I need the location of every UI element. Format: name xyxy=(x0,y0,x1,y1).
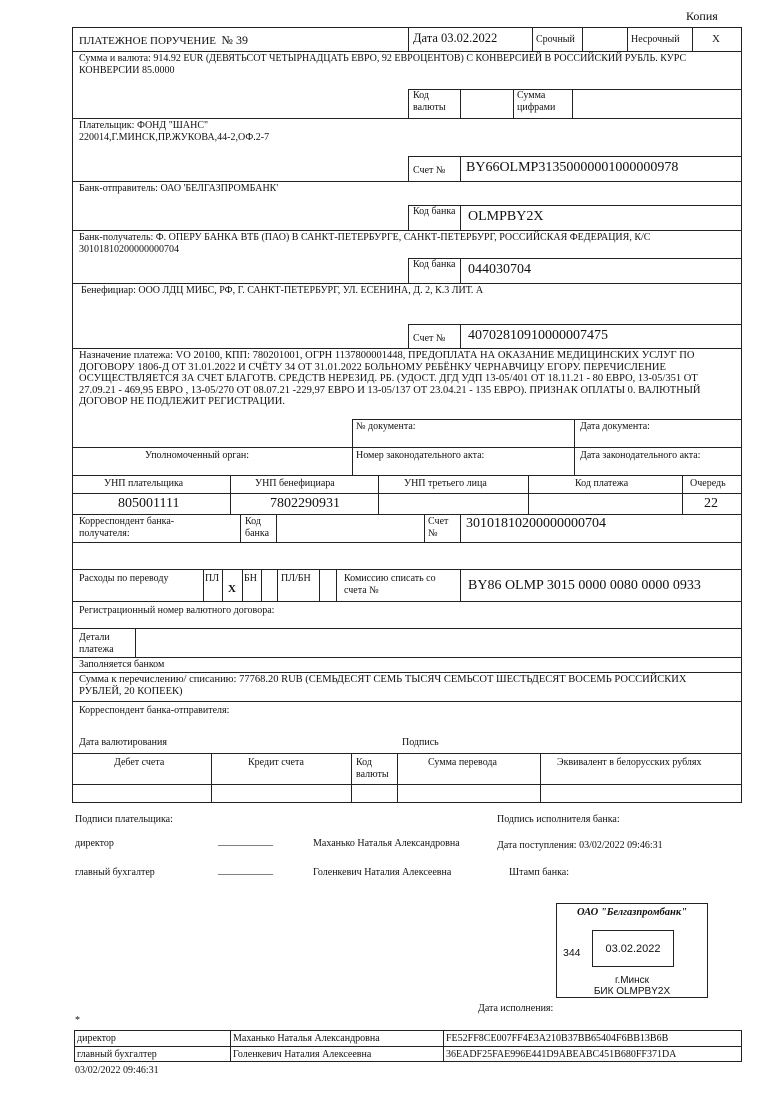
payer-account-label: Счет № xyxy=(413,165,446,176)
bank-stamp-label: Штамп банка: xyxy=(509,867,569,878)
sender-bank-code-label: Код банка xyxy=(413,206,456,217)
payer-unp: 805001111 xyxy=(118,496,180,511)
ecp-row-1-name: Маханько Наталья Александровна xyxy=(233,1033,380,1044)
bank-fills-label: Заполняется банком xyxy=(79,659,165,670)
accountant-signature-line: ___________ xyxy=(218,865,273,876)
queue-value: 22 xyxy=(704,496,718,511)
nonurgent-mark: X xyxy=(712,33,720,45)
receiver-bank: Банк-получатель: Ф. ОПЕРУ БАНКА ВТБ (ПАО) В САНКТ-ПЕТЕРБУРГЕ, САНКТ-ПЕТЕРБУРГ, РОССИЙСКАЯ ФЕДЕРАЦИЯ, К/С 30101810200000000704 xyxy=(79,232,651,255)
law-number-label: Номер законодательного акта: xyxy=(356,450,485,461)
payer-address: 220014,Г.МИНСК,ПР.ЖУКОВА,44-2,ОФ.2-7 xyxy=(79,132,270,143)
third-party-unp-label: УНП третьего лица xyxy=(404,478,487,489)
beneficiary-account: 40702810910000007475 xyxy=(468,328,608,343)
sender-correspondent-label: Корреспондент банка-отправителя: xyxy=(79,705,230,716)
doc-date-label: Дата документа: xyxy=(580,421,650,432)
expenses-pl-label: ПЛ xyxy=(205,573,220,584)
value-date-label: Дата валютирования xyxy=(79,737,167,748)
correspondent-code-label: Код банка xyxy=(245,516,270,539)
ecp-row-2-hash: 36EADF25FAE996E441D9ABEABC451B680FF371DA xyxy=(446,1049,677,1060)
footer-timestamp: 03/02/2022 09:46:31 xyxy=(75,1065,159,1076)
contract-reg-number-label: Регистрационный номер валютного договора: xyxy=(79,605,275,616)
director-signature-line: ___________ xyxy=(218,836,273,847)
ecp-row-2-name: Голенкевич Наталия Алексеевна xyxy=(233,1049,372,1060)
debit-account-header: Дебет счета xyxy=(114,757,165,768)
commission-account: BY86 OLMP 3015 0000 0080 0000 0933 xyxy=(468,578,701,593)
stamp-date: 03.02.2022 xyxy=(605,943,661,955)
transfer-amount: Сумма к перечислению/ списанию: 77768.20 RUB (СЕМЬДЕСЯТ СЕМЬ ТЫСЯЧ СЕМЬСОТ ШЕСТЬДЕСЯТ ВОСЕМЬ РОССИЙСКИХ РУБЛЕЙ, 20 КОПЕЕК) xyxy=(79,674,687,697)
sender-bank-code: OLMPBY2X xyxy=(468,209,544,224)
payer-unp-label: УНП плательщика xyxy=(104,478,184,489)
payment-purpose: Назначение платежа: VO 20100, КПП: 780201001, ОГРН 1137800001448, ПРЕДОПЛАТА НА ОКАЗАНИЕ МЕДИЦИНСКИХ УСЛУГ ПО ДОГОВОРУ 1806-Д ОТ 31.01.2022 И СЧЁТУ 34 ОТ 31.01.2022 БОЛЬНОМУ РЕБЁНКУ ЧЕРНАВЧИЦУ ЕГОРУ. ПЕРЕЧИСЛЕНИЕ ОСУЩЕСТВЛЯЕТСЯ ЗА СЧЕТ БЛАГОТВ. СРЕДСТВ НЕРЕЗИД. РБ. (УДОСТ. ДГД УДП 13-05/401 ОТ 18.11.21 - 80 ЕВРО, 13-05/351 ОТ 27.09.21 - 469,95 ЕВРО , 13-05/270 ОТ 08.07.21 -229,97 ЕВРО И 13-05/137 ОТ 23.04.21 - 135 ЕВРО). ПРИЗНАК ОПЛАТЫ 0. ВАЛЮТНЫЙ ДОГОВОР НЕ ПОДЛЕЖИТ РЕГИСТРАЦИИ. xyxy=(79,350,701,408)
beneficiary-unp: 7802290931 xyxy=(270,496,340,511)
byn-equivalent-header: Эквивалент в белорусских рублях xyxy=(557,757,702,768)
amount-and-currency: Сумма и валюта: 914.92 EUR (ДЕВЯТЬСОТ ЧЕТЫРНАДЦАТЬ ЕВРО, 92 ЕВРОЦЕНТОВ) С КОНВЕРСИЕЙ В РОССИЙСКИЙ РУБЛЬ. КУРС КОНВЕРСИИ 85.0000 xyxy=(79,53,687,76)
execution-date-label: Дата исполнения: xyxy=(478,1003,554,1014)
expenses-bn-label: БН xyxy=(244,573,257,584)
chief-accountant-label: главный бухгалтер xyxy=(75,867,155,878)
ecp-row-1-role: директор xyxy=(77,1033,116,1044)
document-title: ПЛАТЕЖНОЕ ПОРУЧЕНИЕ № 39 xyxy=(79,33,248,47)
bank-signature-label: Подпись исполнителя банка: xyxy=(497,814,620,825)
beneficiary-unp-label: УНП бенефициара xyxy=(255,478,335,489)
law-date-label: Дата законодательного акта: xyxy=(580,450,701,461)
receiver-bank-code: 044030704 xyxy=(468,262,531,277)
payer-name: Плательщик: ФОНД "ШАНС" xyxy=(79,120,209,131)
payment-details-label: Детали платежа xyxy=(79,632,114,655)
sender-bank: Банк-отправитель: ОАО 'БЕЛГАЗПРОМБАНК' xyxy=(79,183,279,194)
transfer-sum-header: Сумма перевода xyxy=(428,757,497,768)
nonurgent-label: Несрочный xyxy=(631,34,680,45)
stamp-number: 344 xyxy=(563,947,581,959)
queue-label: Очередь xyxy=(690,478,726,489)
currency-code-label: Код валюты xyxy=(413,90,446,113)
stamp-bank-name: ОАО "Белгазпромбанк" xyxy=(576,907,687,918)
payment-code-label: Код платежа xyxy=(575,478,629,489)
commission-account-label: Комиссию списать со счета № xyxy=(344,573,436,596)
ecp-row-2-role: главный бухгалтер xyxy=(77,1049,157,1060)
amount-digits-label: Сумма цифрами xyxy=(517,90,556,113)
director-label: директор xyxy=(75,838,114,849)
received-date: Дата поступления: 03/02/2022 09:46:31 xyxy=(497,840,663,851)
signature-label: Подпись xyxy=(402,737,439,748)
urgent-label: Срочный xyxy=(536,34,575,45)
receiver-correspondent-label: Корреспондент банка-получателя: xyxy=(79,516,175,539)
credit-account-header: Кредит счета xyxy=(248,757,304,768)
payer-signatures-label: Подписи плательщика: xyxy=(75,814,173,825)
doc-number-label: № документа: xyxy=(356,421,416,432)
document-date: Дата 03.02.2022 xyxy=(413,31,498,45)
beneficiary: Бенефициар: ООО ЛДЦ МИБС, РФ, Г. САНКТ-ПЕТЕРБУРГ, УЛ. ЕСЕНИНА, Д. 2, К.3 ЛИТ. А xyxy=(81,285,484,296)
expenses-label: Расходы по переводу xyxy=(79,573,169,584)
stamp-city: г.Минск xyxy=(614,975,650,986)
director-name: Маханько Наталья Александровна xyxy=(313,838,460,849)
stamp-bic: БИК OLMPBY2X xyxy=(593,986,671,997)
expenses-plbn-label: ПЛ/БН xyxy=(281,573,311,584)
receiver-bank-code-label: Код банка xyxy=(413,259,456,270)
ecp-row-1-hash: FE52FF8CE007FF4E3A210B37BB65404F6BB13B6B xyxy=(446,1033,669,1044)
authorized-body-label: Уполномоченный орган: xyxy=(145,450,250,461)
beneficiary-account-label: Счет № xyxy=(413,333,446,344)
payer-account: BY66OLMP31350000001000000978 xyxy=(466,160,679,175)
currency-code-header: Код валюты xyxy=(356,757,389,780)
correspondent-account-label: Счет № xyxy=(428,516,449,539)
chief-accountant-name: Голенкевич Наталия Алексеевна xyxy=(313,867,452,878)
expenses-pl-mark: X xyxy=(228,583,236,595)
asterisk: * xyxy=(75,1015,80,1026)
copy-label: Копия xyxy=(686,9,718,23)
correspondent-account: 30101810200000000704 xyxy=(466,516,606,531)
